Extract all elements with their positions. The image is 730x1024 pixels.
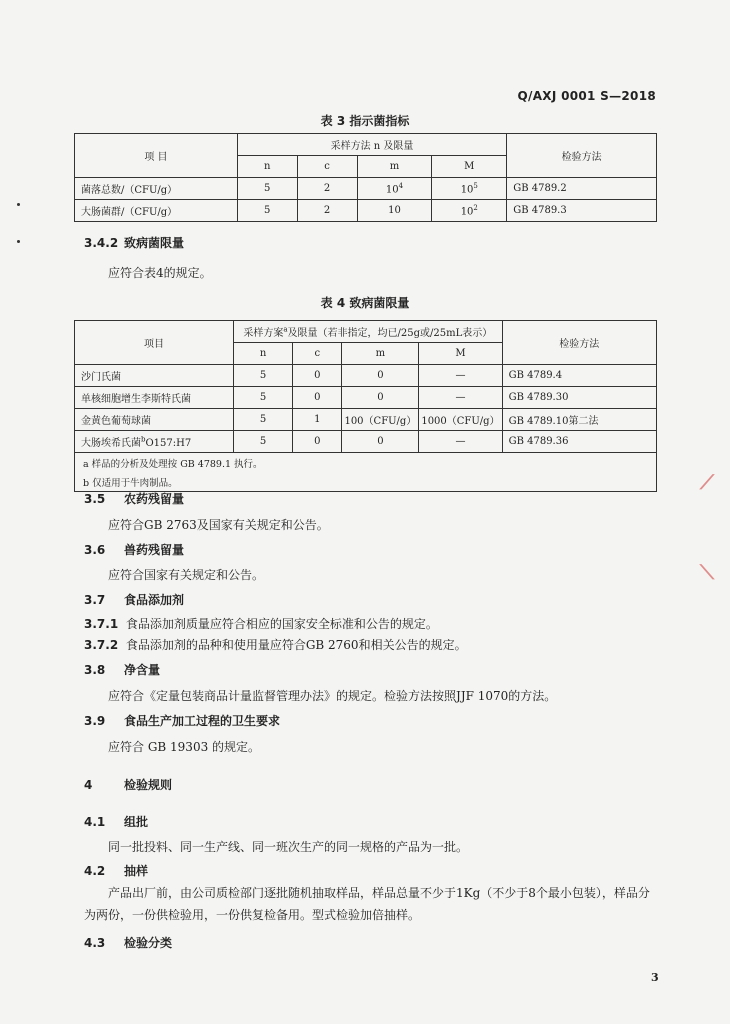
table3-col-n: n	[237, 156, 297, 178]
table4-col-c: c	[293, 343, 342, 365]
section-3-9-text: 应符合 GB 19303 的规定。	[108, 740, 261, 754]
table-row: 金黄色葡萄球菌 5 1 100（CFU/g） 1000（CFU/g） GB 4789.10第二法	[75, 409, 657, 431]
standard-number: Q/AXJ 0001 S—2018	[517, 89, 656, 103]
page-number: 3	[651, 971, 659, 984]
table3-col-c: c	[297, 156, 357, 178]
section-3-8-heading: 3.8 净含量	[84, 663, 161, 677]
table-row: 菌落总数/（CFU/g） 5 2 $10^4$ $10^5$ GB 4789.2	[75, 178, 657, 200]
table4-col-method: 检验方法	[502, 321, 656, 365]
table-row: 大肠埃希氏菌$^b$O157:H7 5 0 0 — GB 4789.36	[75, 431, 657, 453]
seal-stamp-fragment: ⟍	[700, 560, 714, 584]
table-row: 沙门氏菌 5 0 0 — GB 4789.4	[75, 365, 657, 387]
section-4-heading: 4 检验规则	[84, 778, 173, 792]
table4-note-b: b 仅适用于牛肉制品。	[75, 472, 657, 492]
section-3-6-text: 应符合国家有关规定和公告。	[108, 568, 265, 582]
table3-col-m: m	[357, 156, 432, 178]
table4-caption: 表 4 致病菌限量	[320, 296, 410, 310]
scan-dot	[17, 240, 20, 243]
table4-col-n: n	[233, 343, 292, 365]
table4	[74, 320, 657, 492]
section-3-7-1: 3.7.1 食品添加剂质量应符合相应的国家安全标准和公告的规定。	[84, 617, 438, 631]
section-3-6-heading: 3.6 兽药残留量	[84, 543, 185, 557]
seal-stamp-fragment: ⟋	[700, 470, 714, 494]
section-3-9-heading: 3.9 食品生产加工过程的卫生要求	[84, 714, 281, 728]
section-4-2-heading: 4.2 抽样	[84, 864, 149, 878]
section-3-8-text: 应符合《定量包装商品计量监督管理办法》的规定。检验方法按照JJF 1070的方法。	[108, 689, 557, 703]
table-row: 大肠菌群/（CFU/g） 5 2 10 $10^2$ GB 4789.3	[75, 200, 657, 222]
section-4-2-text: 产品出厂前，由公司质检部门逐批随机抽取样品，样品总量不少于1Kg（不少于8个最小包装），样品分为两份，一份供检验用，一份供复检备用。型式检验加倍抽样。	[84, 886, 650, 922]
table3-caption: 表 3 指示菌指标	[320, 114, 410, 128]
table4-col-m: m	[342, 343, 419, 365]
table3-col-method: 检验方法	[507, 134, 657, 178]
section-3-4-2-text: 应符合表4的规定。	[108, 266, 212, 280]
table4-col-M: M	[419, 343, 502, 365]
section-3-7-2: 3.7.2 食品添加剂的品种和使用量应符合GB 2760和相关公告的规定。	[84, 638, 467, 652]
table-row: 单核细胞增生李斯特氏菌 5 0 0 — GB 4789.30	[75, 387, 657, 409]
table3-col-M: M	[432, 156, 507, 178]
section-3-4-2-heading: 3.4.2 致病菌限量	[84, 236, 185, 250]
table4-col-item: 项目	[75, 321, 234, 365]
section-3-5-text: 应符合GB 2763及国家有关规定和公告。	[108, 518, 329, 532]
section-4-3-heading: 4.3 检验分类	[84, 936, 173, 950]
table4-note-a: a 样品的分析及处理按 GB 4789.1 执行。	[75, 453, 657, 473]
section-3-5-heading: 3.5 农药残留量	[84, 492, 185, 506]
scan-dot	[17, 203, 20, 206]
section-4-1-text: 同一批投料、同一生产线、同一班次生产的同一规格的产品为一批。	[108, 840, 469, 854]
table4-col-group: 采样方案$^a$及限量（若非指定，均已/25g或/25mL表示）	[233, 321, 502, 343]
table3-col-group: 采样方法 n 及限量	[237, 134, 506, 156]
section-3-7-heading: 3.7 食品添加剂	[84, 593, 185, 607]
table3-col-item: 项 目	[75, 134, 238, 178]
section-4-1-heading: 4.1 组批	[84, 815, 149, 829]
table3	[74, 133, 657, 222]
